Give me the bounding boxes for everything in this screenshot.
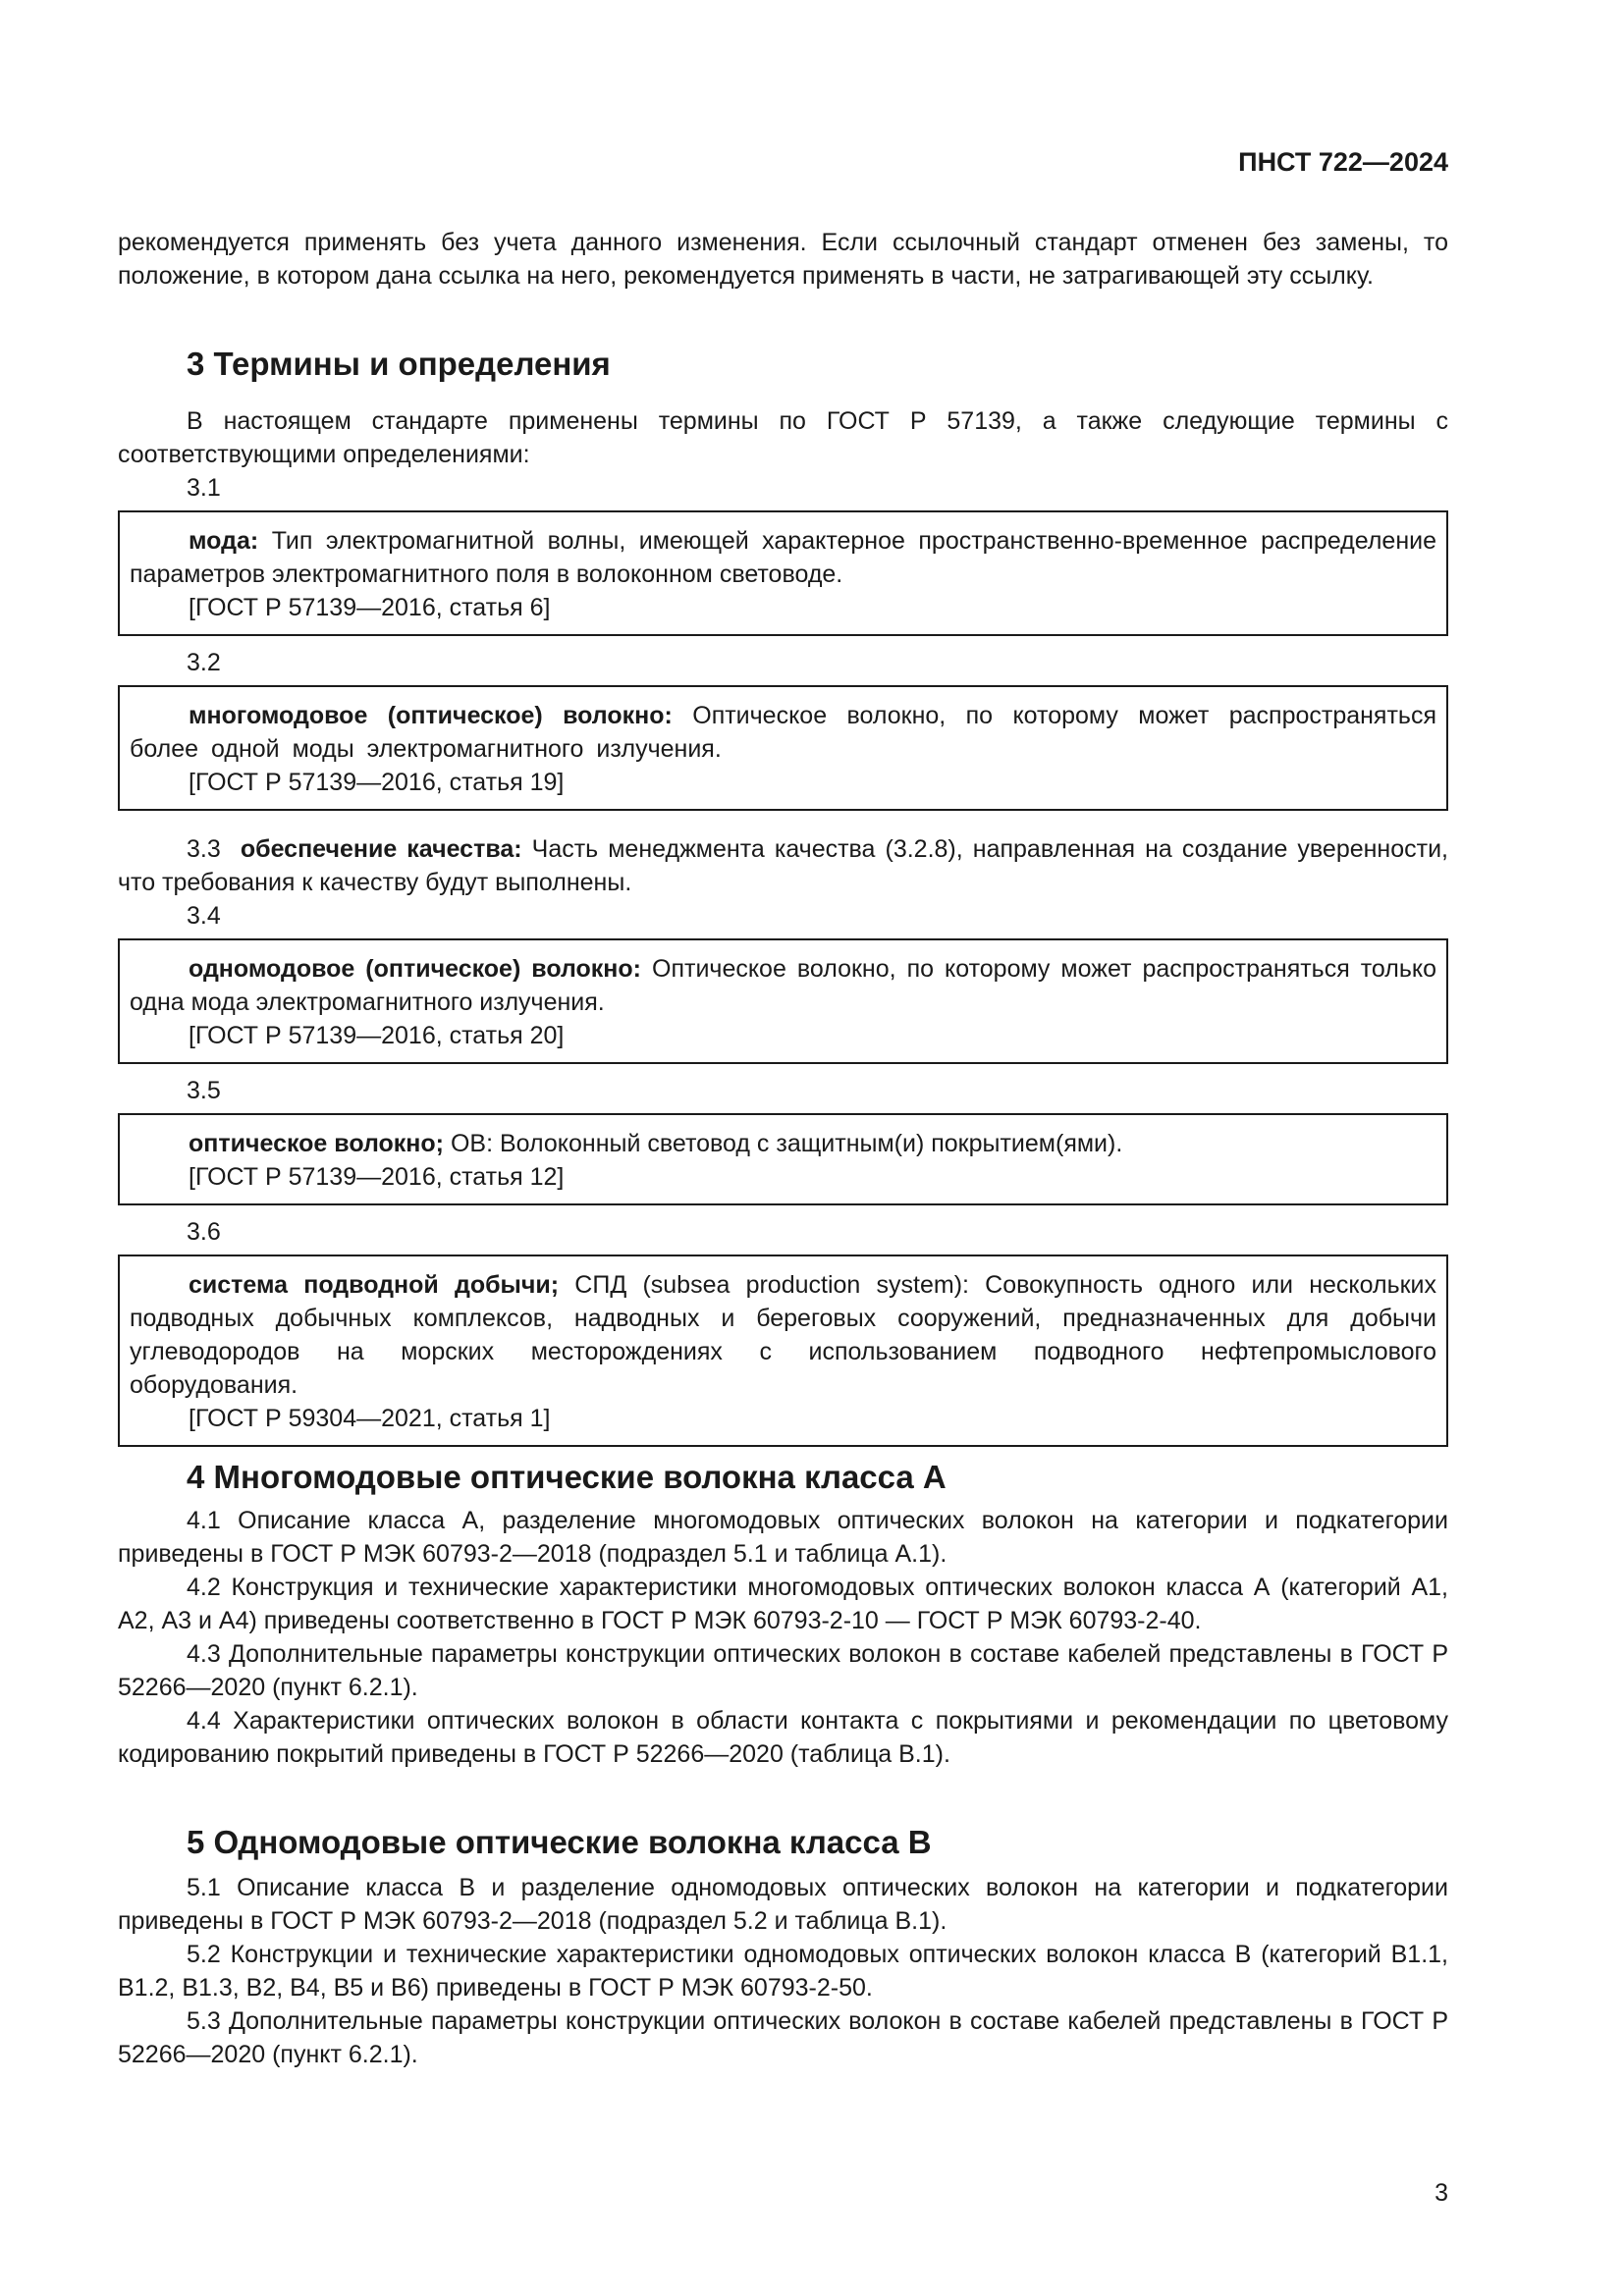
term-source: [ГОСТ Р 57139—2016, статья 19]: [189, 769, 565, 796]
term-definition: Часть менеджмента качества (3.2.8), направленная на создание уверенности, что требования к качеству будут выполнены.: [118, 835, 1449, 896]
paragraph: 4.1 Описание класса А, разделение многомодовых оптических волокон на категории и подкатегории приведены в ГОСТ Р МЭК 60793-2—2018 (подраздел 5.1 и таблица А.1).: [118, 1507, 1448, 1568]
paragraph: 5.2 Конструкции и технические характеристики одномодовых оптических волокон класса В (категорий В1.1, В1.2, В1.3, В2, В4, В5 и В6) приведены в ГОСТ Р МЭК 60793-2-50.: [118, 1941, 1448, 2002]
term-number: 3.4: [187, 902, 221, 930]
section-4: [118, 1504, 1448, 1771]
intro-text: рекомендуется применять без учета данного изменения. Если ссылочный стандарт отменен без замены, то положение, в котором дана ссылка на него, рекомендуется применять в части, не затрагивающей эту ссылку.: [118, 229, 1448, 290]
term-definition: Оптическое волокно, по которому может распространяться только одна мода электромагнитного излучения.: [130, 955, 1437, 1016]
term-box: [118, 685, 1448, 811]
term-number: 3.3: [187, 835, 221, 863]
term-name: обеспечение качества:: [240, 835, 522, 863]
term-box: [118, 938, 1448, 1064]
paragraph: 4.4 Характеристики оптических волокон в области контакта с покрытиями и рекомендации по цветовому кодированию покрытий приведены в ГОСТ Р 52266—2020 (таблица В.1).: [118, 1707, 1448, 1768]
term-name: оптическое волокно;: [189, 1130, 444, 1157]
term-number: 3.2: [187, 649, 221, 676]
term-inline: [118, 832, 1448, 899]
term-name: одномодовое (оптическое) волокно:: [189, 955, 642, 983]
section-3: [118, 404, 1448, 1457]
term-source: [ГОСТ Р 57139—2016, статья 20]: [189, 1022, 565, 1049]
section-5-heading: 5 Одномодовые оптические волокна класса В: [187, 1824, 932, 1860]
term-name: система подводной добычи;: [189, 1271, 560, 1299]
term-box: [118, 1255, 1448, 1447]
section-3-intro: В настоящем стандарте применены термины по ГОСТ Р 57139, а также следующие термины с соответствующими определениями:: [118, 407, 1448, 468]
term-box: [118, 510, 1448, 636]
term-definition: Оптическое волокно, по которому может распространяться более одной моды электромагнитного излучения.: [130, 702, 1436, 763]
paragraph: 5.3 Дополнительные параметры конструкции оптических волокон в составе кабелей представлены в ГОСТ Р 52266—2020 (пункт 6.2.1).: [118, 2007, 1448, 2068]
term-name: многомодовое (оптическое) волокно:: [189, 702, 673, 729]
section-3-heading: 3 Термины и определения: [187, 346, 611, 382]
intro-paragraph: [118, 226, 1448, 293]
term-definition: СПД (subsea production system): Совокупность одного или нескольких подводных добычных комплексов, надводных и береговых сооружений, предназначенных для добычи углеводородов на морских месторождениях с использованием подводного нефтепромыслового оборудования.: [130, 1271, 1436, 1399]
paragraph: 5.1 Описание класса В и разделение одномодовых оптических волокон на категории и подкатегории приведены в ГОСТ Р МЭК 60793-2—2018 (подраздел 5.2 и таблица В.1).: [118, 1874, 1448, 1935]
page-number: 3: [1435, 2179, 1448, 2207]
term-source: [ГОСТ Р 59304—2021, статья 1]: [189, 1405, 551, 1432]
term-box: [118, 1113, 1448, 1205]
section-5: [118, 1871, 1448, 2071]
section-4-heading: 4 Многомодовые оптические волокна класса А: [187, 1459, 947, 1495]
term-definition: Тип электромагнитной волны, имеющей характерное пространственно-временное распределение параметров электромагнитного поля в волоконном световоде.: [130, 527, 1436, 588]
paragraph: 4.3 Дополнительные параметры конструкции оптических волокон в составе кабелей представлены в ГОСТ Р 52266—2020 (пункт 6.2.1).: [118, 1640, 1448, 1701]
term-number: 3.5: [187, 1077, 221, 1104]
term-number: 3.1: [187, 474, 221, 502]
term-number: 3.6: [187, 1218, 221, 1246]
term-source: [ГОСТ Р 57139—2016, статья 12]: [189, 1163, 565, 1191]
paragraph: 4.2 Конструкция и технические характеристики многомодовых оптических волокон класса А (категорий А1, А2, А3 и А4) приведены соответственно в ГОСТ Р МЭК 60793-2-10 — ГОСТ Р МЭК 60793-2-40.: [118, 1574, 1448, 1634]
term-name: мода:: [189, 527, 259, 555]
term-source: [ГОСТ Р 57139—2016, статья 6]: [189, 594, 551, 621]
term-definition: ОВ: Волоконный световод с защитным(и) покрытием(ями).: [450, 1130, 1123, 1157]
document-code: ПНСТ 722—2024: [1238, 147, 1448, 177]
